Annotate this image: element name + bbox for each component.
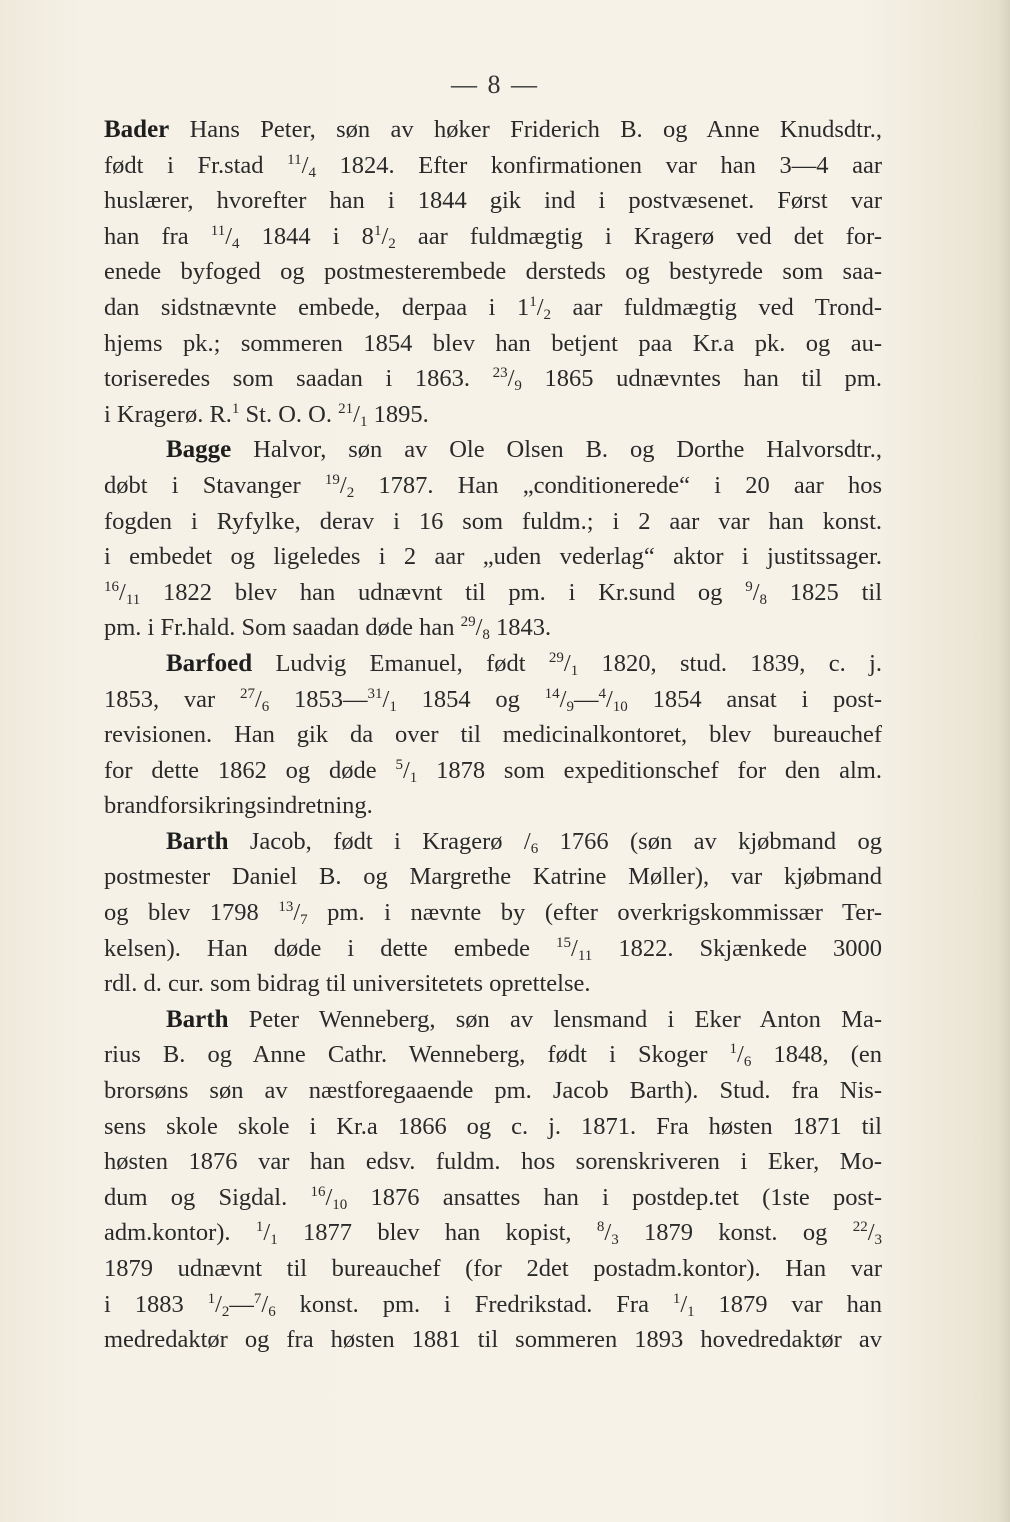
text-line xyxy=(104,290,882,326)
subscript: 3 xyxy=(874,1232,882,1249)
text-line xyxy=(104,183,882,219)
text-run: Peter Wenneberg, søn av lensmand i Eker Anton Ma- xyxy=(228,1005,882,1033)
subscript: 7 xyxy=(300,912,308,929)
superscript: 1 xyxy=(373,222,382,239)
text-run: 1825 til xyxy=(767,578,882,606)
subscript: 6 xyxy=(530,840,539,857)
text-line xyxy=(104,1037,882,1073)
superscript: 29 xyxy=(548,649,564,666)
text-run: pm. i nævnte by (efter overkrigskommissær Ter- xyxy=(307,899,882,927)
text-run: postmester Daniel B. og Margrethe Katrine Møller), var kjøbmand xyxy=(104,863,882,891)
text-run: / xyxy=(382,685,390,713)
text-line xyxy=(104,610,882,646)
superscript: 7 xyxy=(253,1290,262,1307)
text-run: brandforsikringsindretning. xyxy=(104,792,373,820)
text-line xyxy=(104,1144,882,1180)
entry-headword: Barfoed xyxy=(166,649,253,677)
text-run: / xyxy=(301,151,309,179)
text-line xyxy=(104,966,882,1002)
text-run: rdl. d. cur. som bidrag til universitetets oprettelse. xyxy=(104,970,591,998)
entry-headword: Barth xyxy=(166,1005,229,1033)
text-run: / xyxy=(293,899,301,927)
superscript: 16 xyxy=(104,578,119,595)
text-run: 1853, var xyxy=(104,685,240,713)
superscript: 27 xyxy=(239,685,255,702)
subscript: 9 xyxy=(566,698,574,715)
text-run: 1878 som expeditionschef for den alm. xyxy=(417,756,882,784)
subscript: 1 xyxy=(687,1303,695,1320)
text-run: født i Fr.stad xyxy=(104,151,288,179)
superscript: 8 xyxy=(596,1219,605,1236)
subscript: 6 xyxy=(261,698,270,715)
page-edge xyxy=(998,0,1010,1522)
text-run: / xyxy=(867,1219,875,1247)
text-run: / xyxy=(261,1290,269,1318)
text-run: 1877 blev han kopist, xyxy=(277,1219,597,1247)
text-run: 1766 (søn av kjøbmand og xyxy=(538,827,882,855)
text-run: — xyxy=(573,685,599,713)
text-line xyxy=(104,575,882,611)
text-run: sens skole skole i Kr.a 1866 og c. j. 1871. Fra høsten 1871 til xyxy=(104,1112,882,1140)
superscript: 9 xyxy=(745,578,753,595)
text-run: / xyxy=(254,685,262,713)
text-line xyxy=(104,1287,882,1323)
text-run: Hans Peter, søn av høker Friderich B. og Anne Knudsdtr., xyxy=(169,116,882,143)
text-run: Jacob, født i Kragerø xyxy=(228,827,524,855)
text-run: 1843. xyxy=(489,614,552,642)
text-run: toriseredes som saadan i 1863. xyxy=(104,365,493,393)
text-line xyxy=(104,859,882,895)
page-number: — 8 — xyxy=(451,70,539,99)
text-run: / xyxy=(737,1041,744,1069)
superscript: 14 xyxy=(544,685,560,702)
text-run: / xyxy=(507,365,515,393)
text-run: rius B. og Anne Cathr. Wenneberg, født i Skoger xyxy=(104,1041,730,1069)
text-run: døbt i Stavanger xyxy=(104,471,325,499)
text-run: Halvor, søn av Ole Olsen B. og Dorthe Halvorsdtr., xyxy=(231,436,882,464)
text-run: dan sidstnævnte embede, derpaa i 1 xyxy=(104,293,530,321)
text-line xyxy=(104,397,882,433)
text-run: / xyxy=(325,1183,333,1211)
text-run: / xyxy=(119,578,126,606)
text-run: i embedet og ligeledes i 2 aar „uden vederlag“ aktor i justitssager. xyxy=(104,543,882,571)
text-run: han fra xyxy=(104,222,211,250)
subscript: 2 xyxy=(388,235,396,252)
text-run: konst. pm. i Fredrikstad. Fra xyxy=(275,1290,673,1318)
superscript: 11 xyxy=(210,222,226,239)
superscript: 15 xyxy=(556,934,572,951)
subscript: 10 xyxy=(612,698,628,715)
text-run: aar fuldmægtig ved Trond- xyxy=(551,293,882,321)
text-run: 1820, stud. 1839, c. j. xyxy=(578,649,882,677)
superscript: 21 xyxy=(338,400,354,417)
text-run: 1844 i 8 xyxy=(239,222,374,250)
superscript: 23 xyxy=(492,365,508,382)
text-line xyxy=(104,682,882,718)
text-run: / xyxy=(536,293,544,321)
text-run: / xyxy=(402,756,410,784)
text-run: / xyxy=(604,1219,612,1247)
subscript: 1 xyxy=(570,662,579,679)
superscript: 31 xyxy=(367,685,383,702)
text-run: / xyxy=(605,685,613,713)
superscript: 13 xyxy=(278,899,294,916)
superscript: 1 xyxy=(207,1290,216,1307)
text-run: pm. i Fr.hald. Som saadan døde han xyxy=(104,614,461,642)
text-line xyxy=(104,361,882,397)
text-run: / xyxy=(680,1290,688,1318)
subscript: 1 xyxy=(409,769,418,786)
text-run: brorsøns søn av næstforegaaende pm. Jacob Barth). Stud. fra Nis- xyxy=(104,1077,882,1105)
text-run: / xyxy=(339,471,347,499)
superscript: 16 xyxy=(310,1183,326,1200)
text-line xyxy=(104,539,882,575)
text-run: 1787. Han „conditionerede“ i 20 aar hos xyxy=(354,471,882,499)
text-line xyxy=(104,1322,882,1358)
text-run: / xyxy=(475,614,483,642)
text-run: 1822. Skjænkede 3000 xyxy=(592,934,882,962)
entry-headword: Bader xyxy=(104,116,170,143)
text-run: / xyxy=(225,222,233,250)
text-line xyxy=(104,753,882,789)
text-line xyxy=(104,148,882,184)
text-run: / xyxy=(263,1219,271,1247)
text-run: medredaktør og fra høsten 1881 til sommeren 1893 hovedredaktør av xyxy=(104,1326,882,1354)
text-run: / xyxy=(215,1290,222,1318)
text-run: aar fuldmægtig i Kragerø ved det for- xyxy=(395,222,882,250)
text-line xyxy=(104,468,882,504)
superscript: 1 xyxy=(672,1290,681,1307)
text-run: 1854 og xyxy=(396,685,545,713)
text-line xyxy=(104,112,882,148)
subscript: 2 xyxy=(221,1303,230,1320)
text-run: 1848, (en xyxy=(751,1041,882,1069)
text-run: dum og Sigdal. xyxy=(104,1183,311,1211)
text-line xyxy=(104,824,882,860)
subscript: 10 xyxy=(332,1196,348,1213)
subscript: 6 xyxy=(743,1054,752,1071)
subscript: 8 xyxy=(759,591,767,608)
text-line xyxy=(104,1073,882,1109)
superscript: 1 xyxy=(231,400,240,417)
superscript: 1 xyxy=(529,293,537,310)
text-line xyxy=(104,219,882,255)
text-run: enede byfoged og postmesterembede dersteds og bestyrede som saa- xyxy=(104,258,882,286)
subscript: 11 xyxy=(125,591,141,608)
text-run: / xyxy=(571,934,578,962)
superscript: 1 xyxy=(255,1219,264,1236)
text-run: for dette 1862 og døde xyxy=(104,756,396,784)
text-run: / xyxy=(752,578,760,606)
text-run: hjems pk.; sommeren 1854 blev han betjent paa Kr.a pk. og au- xyxy=(104,329,882,357)
text-line xyxy=(104,326,882,362)
body-text xyxy=(104,112,882,1358)
superscript: 29 xyxy=(460,614,476,631)
subscript: 11 xyxy=(577,947,593,964)
text-run: 1895. xyxy=(367,400,429,428)
text-line xyxy=(104,504,882,540)
text-run: 1879 konst. og xyxy=(618,1219,853,1247)
text-line xyxy=(104,788,882,824)
text-run: 1854 ansat i post- xyxy=(627,685,882,713)
text-run: i 1883 xyxy=(104,1290,208,1318)
text-run: høsten 1876 var han edsv. fuldm. hos sorenskriveren i Eker, Mo- xyxy=(104,1148,882,1176)
text-line xyxy=(104,1251,882,1287)
text-run: St. O. O. xyxy=(239,400,339,428)
text-run: kelsen). Han døde i dette embede xyxy=(104,934,557,962)
text-run: fogden i Ryfylke, derav i 16 som fuldm.; i 2 aar var han konst. xyxy=(104,507,882,535)
text-run: i Kragerø. R. xyxy=(104,400,232,428)
text-run: revisionen. Han gik da over til medicinalkontoret, blev bureauchef xyxy=(104,721,882,749)
text-run: 1879 udnævnt til bureauchef (for 2det postadm.kontor). Han var xyxy=(104,1255,882,1282)
superscript: 19 xyxy=(324,471,340,488)
superscript: 11 xyxy=(287,151,302,168)
subscript: 1 xyxy=(389,698,397,715)
text-run: / xyxy=(353,400,360,428)
text-run: Ludvig Emanuel, født xyxy=(252,649,549,677)
subscript: 4 xyxy=(232,235,240,252)
text-line xyxy=(104,1215,882,1251)
text-run: huslærer, hvorefter han i 1844 gik ind i postvæsenet. Først var xyxy=(104,187,882,215)
entry-headword: Barth xyxy=(166,827,229,855)
subscript: 8 xyxy=(482,627,490,644)
text-line xyxy=(104,1180,882,1216)
subscript: 1 xyxy=(359,413,368,430)
superscript: 22 xyxy=(852,1219,868,1236)
subscript: 2 xyxy=(346,484,355,501)
text-run: adm.kontor). xyxy=(104,1219,256,1247)
text-run: / xyxy=(563,649,571,677)
subscript: 3 xyxy=(611,1232,619,1249)
text-line xyxy=(104,432,882,468)
subscript: 1 xyxy=(270,1232,278,1249)
text-run: / xyxy=(381,222,389,250)
text-line xyxy=(104,895,882,931)
text-run: / xyxy=(523,827,531,855)
text-run: 1876 ansattes han i postdep.tet (1ste post- xyxy=(347,1183,882,1211)
text-line xyxy=(104,931,882,967)
text-run: 1853— xyxy=(269,685,368,713)
text-line xyxy=(104,1109,882,1145)
entry-headword: Bagge xyxy=(166,436,232,464)
superscript: 4 xyxy=(598,685,606,702)
text-run: 1822 blev han udnævnt til pm. i Kr.sund og xyxy=(140,578,746,606)
subscript: 4 xyxy=(308,164,316,181)
subscript: 6 xyxy=(268,1303,276,1320)
text-line xyxy=(104,1002,882,1038)
text-run: og blev 1798 xyxy=(104,899,279,927)
text-run: 1824. Efter konfirmationen var han 3—4 aar xyxy=(315,151,882,179)
text-run: 1865 udnævntes han til pm. xyxy=(521,365,882,393)
superscript: 5 xyxy=(395,756,403,773)
text-line xyxy=(104,254,882,290)
text-run: 1879 var han xyxy=(694,1290,882,1318)
subscript: 9 xyxy=(514,378,522,395)
subscript: 2 xyxy=(543,306,552,323)
text-run: — xyxy=(229,1290,254,1318)
text-run: / xyxy=(559,685,567,713)
text-line xyxy=(104,717,882,753)
superscript: 1 xyxy=(729,1041,738,1058)
text-line xyxy=(104,646,882,682)
